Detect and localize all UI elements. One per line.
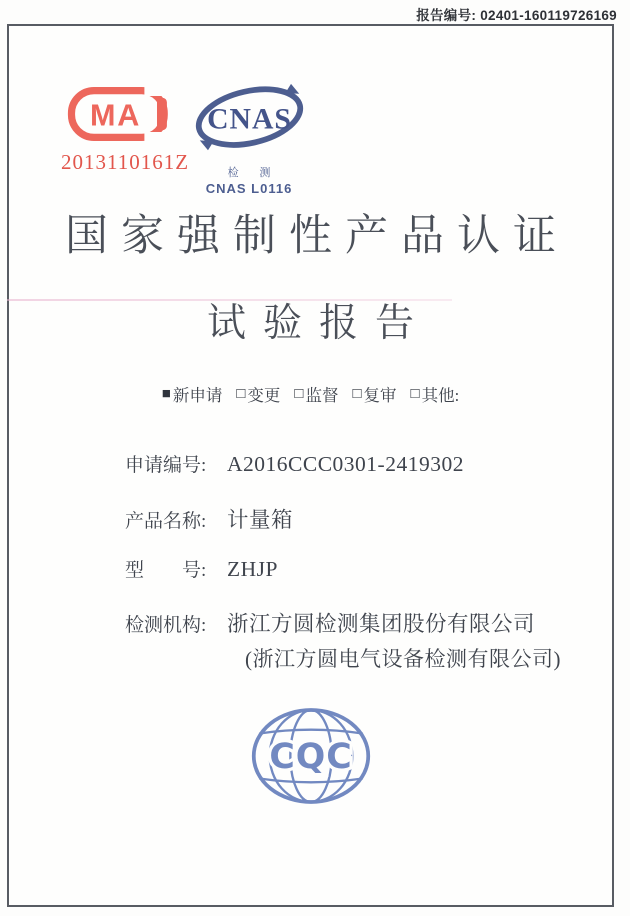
field-value: ZHJP — [227, 557, 278, 581]
checkbox-empty-icon: □ — [236, 385, 246, 402]
field-value: A2016CCC0301-2419302 — [227, 452, 464, 476]
cma-logo-block — [61, 86, 190, 175]
checkbox-label: 其他: — [421, 386, 460, 405]
cqc-logo-block — [250, 706, 372, 811]
checkbox-label: 新申请 — [172, 386, 223, 405]
field-value: 浙江方圆检测集团股份有限公司 — [227, 612, 536, 636]
field-label: 检测机构: — [125, 615, 207, 636]
cnas-caption-jiance: 检 测 — [227, 167, 280, 179]
field-value-secondary: (浙江方圆电气设备检测有限公司) — [245, 647, 561, 671]
application-type-checkbox-row — [9, 382, 612, 406]
field-label: 型 号: — [125, 560, 207, 581]
checkbox-review — [352, 382, 396, 406]
checkbox-other — [411, 382, 460, 406]
report-number — [416, 4, 617, 24]
cma-letters: MA — [90, 98, 142, 133]
field-label: 产品名称: — [125, 511, 207, 532]
report-number-value: 02401-160119726169 — [480, 8, 617, 23]
field-testing-agency — [125, 607, 561, 673]
cqc-letters: CQC — [268, 737, 353, 778]
field-application-number — [125, 450, 464, 477]
cma-logo-icon — [67, 86, 175, 142]
checkbox-empty-icon: □ — [294, 385, 304, 402]
field-product-name — [125, 503, 293, 534]
cma-cert-number: 2013110161Z — [61, 150, 190, 174]
checkbox-label: 监督 — [305, 386, 339, 405]
checkbox-label: 复审 — [363, 386, 397, 405]
checkbox-empty-icon: □ — [410, 385, 420, 402]
checkbox-supervision — [294, 382, 338, 406]
checkbox-filled-icon: ■ — [161, 385, 171, 402]
checkbox-change — [236, 382, 280, 406]
field-label: 申请编号: — [125, 455, 207, 476]
field-model — [125, 555, 278, 582]
cnas-accreditation-number: CNAS L0116 — [205, 181, 293, 196]
checkbox-new-application — [162, 382, 223, 406]
cqc-logo-icon — [250, 706, 372, 806]
checkbox-label: 变更 — [247, 386, 281, 405]
report-number-label: 报告编号: — [416, 8, 477, 23]
cnas-logo-block — [189, 80, 309, 196]
checkbox-empty-icon: □ — [352, 385, 362, 402]
document-title-line1: 国家强制性产品认证 — [65, 213, 569, 260]
field-value: 计量箱 — [227, 508, 294, 532]
cnas-logo-icon — [192, 80, 307, 158]
cnas-letters: CNAS — [206, 103, 292, 136]
document-title-line2: 试验报告 — [206, 302, 431, 345]
field-value-group — [227, 607, 561, 673]
page-border-frame — [7, 24, 614, 907]
